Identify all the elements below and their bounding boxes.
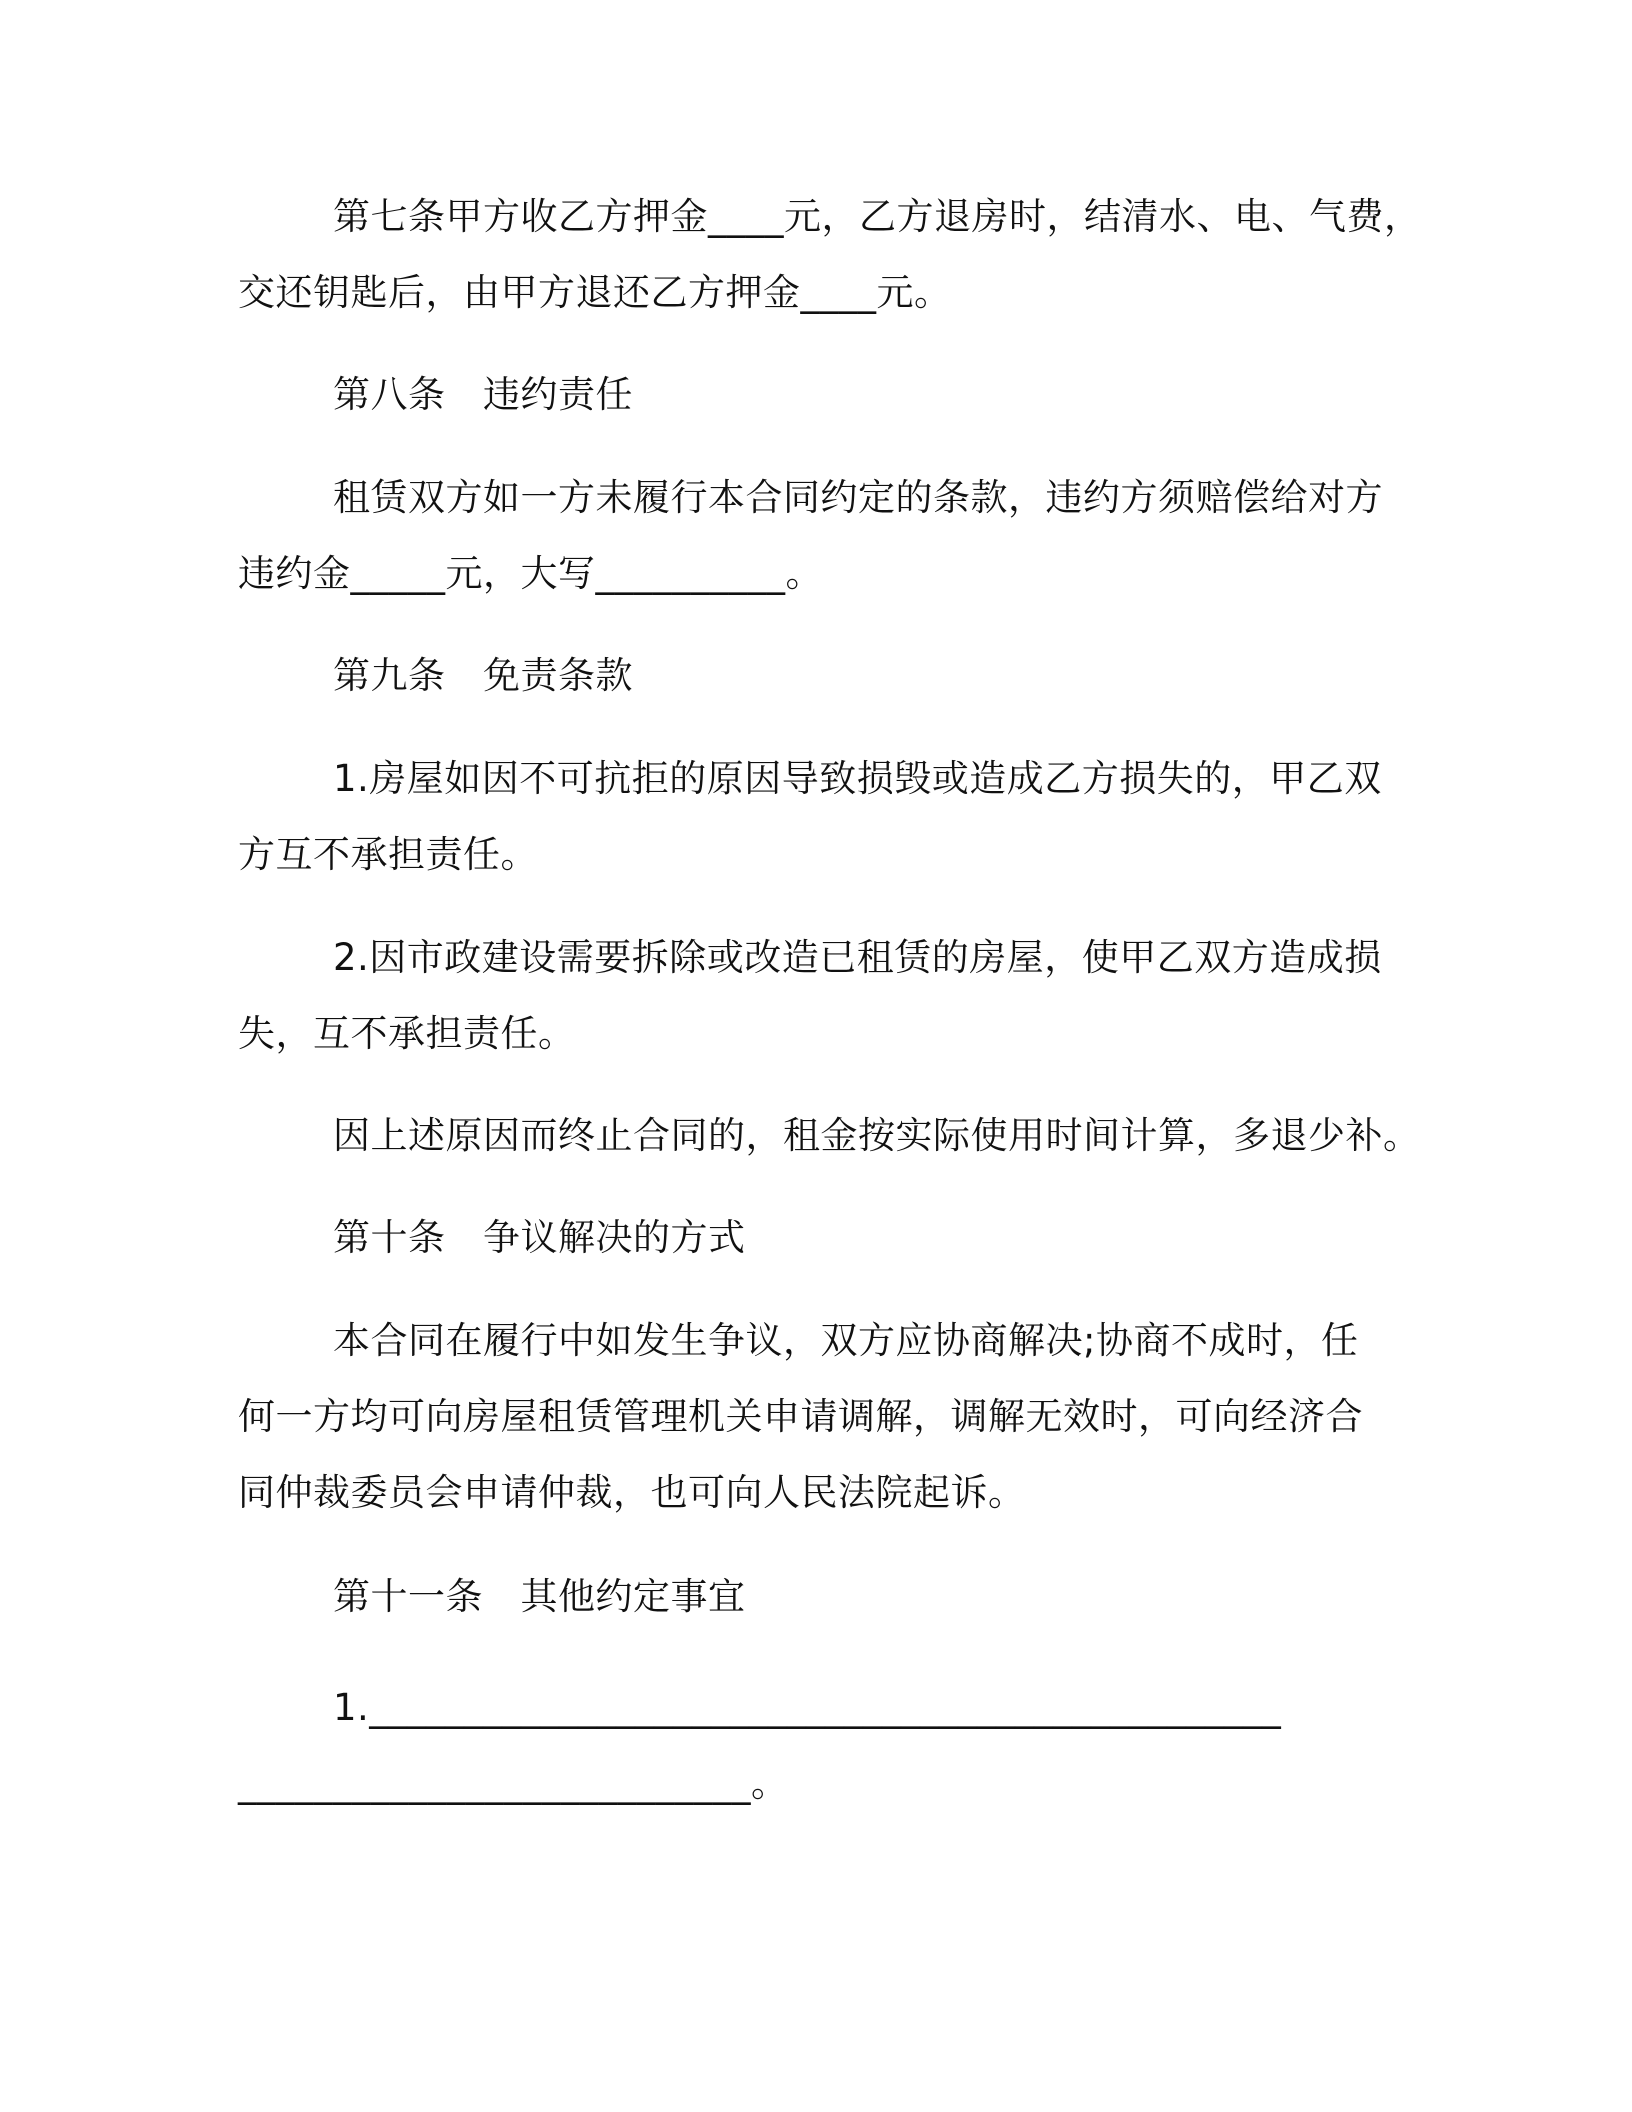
article-9-note: 因上述原因而终止合同的，租金按实际使用时间计算，多退少补。 [333,1114,1421,1157]
article-10-body-line-1: 本合同在履行中如发生争议，双方应协商解决;协商不成时，任 [333,1319,1359,1362]
article-11-item-1-line-1: 1.________________________________________________ [333,1686,1282,1729]
article-9-item-2-line-1: 2.因市政建设需要拆除或改造已租赁的房屋，使甲乙双方造成损 [333,936,1382,979]
article-7-line-1: 第七条甲方收乙方押金____元，乙方退房时，结清水、电、气费， [333,195,1422,238]
article-11-item-1-line-2: ___________________________。 [238,1762,789,1805]
article-7-line-2: 交还钥匙后，由甲方退还乙方押金____元。 [238,271,952,314]
article-9-item-1-line-1: 1.房屋如因不可抗拒的原因导致损毁或造成乙方损失的，甲乙双 [333,757,1382,800]
article-11-heading: 第十一条 其他约定事宜 [333,1575,746,1618]
article-9-item-2-line-2: 失，互不承担责任。 [238,1012,576,1055]
article-8-heading: 第八条 违约责任 [333,373,633,416]
article-8-body-line-2: 违约金_____元，大写__________。 [238,552,823,595]
article-10-body-line-3: 同仲裁委员会申请仲裁，也可向人民法院起诉。 [238,1471,1026,1514]
article-10-heading: 第十条 争议解决的方式 [333,1216,746,1259]
article-10-body-line-2: 何一方均可向房屋租赁管理机关申请调解，调解无效时，可向经济合 [238,1395,1363,1438]
article-9-item-1-line-2: 方互不承担责任。 [238,833,538,876]
article-9-heading: 第九条 免责条款 [333,654,633,697]
article-8-body-line-1: 租赁双方如一方未履行本合同约定的条款，违约方须赔偿给对方 [333,476,1383,519]
